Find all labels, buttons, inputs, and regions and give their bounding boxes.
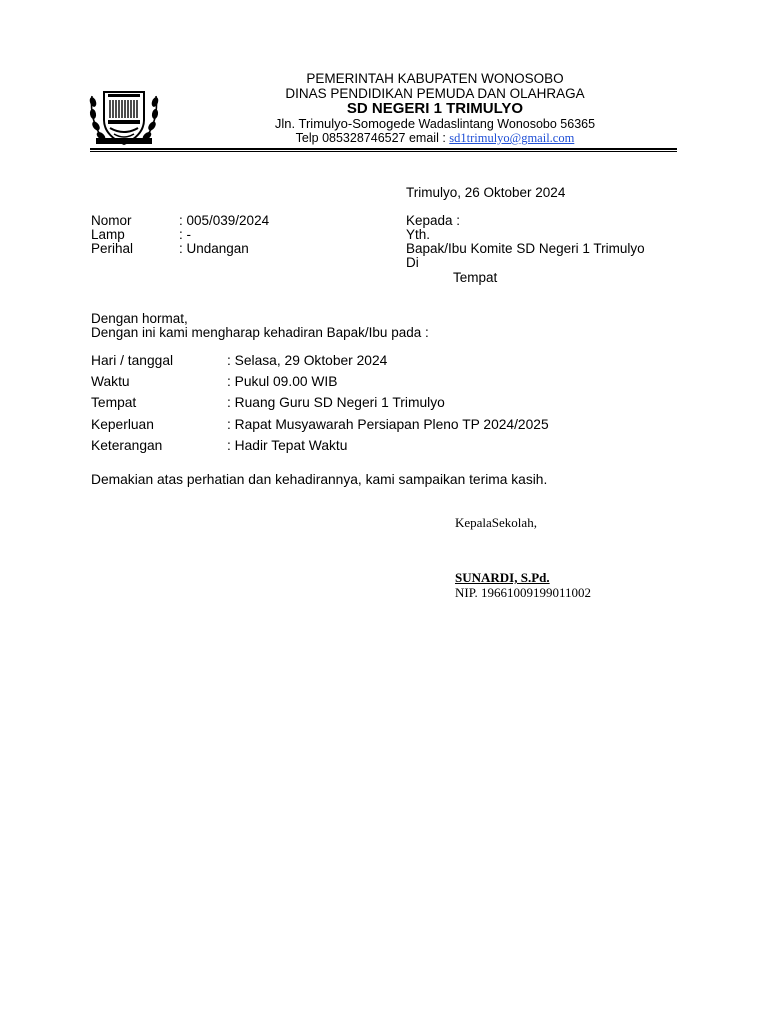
detail-label-tempat: Tempat [91,395,137,410]
detail-value-keperluan: : Rapat Musyawarah Persiapan Pleno TP 2024/2025 [227,417,549,432]
greeting: Dengan hormat, [91,311,188,326]
meta-value-nomor: : 005/039/2024 [179,213,270,228]
letter-date: Trimulyo, 26 Oktober 2024 [406,185,566,200]
header-contact [200,132,670,145]
detail-label-waktu: Waktu [91,374,130,389]
header-email-link[interactable]: sd1trimulyo@gmail.com [449,131,575,145]
header-department: DINAS PENDIDIKAN PEMUDA DAN OLAHRAGA [285,86,585,101]
recipient-kepada: Kepada : [406,213,461,228]
meta-label-perihal: Perihal [91,241,134,256]
recipient-di: Di [406,255,419,270]
recipient-yth: Yth. [406,227,431,242]
header-government: PEMERINTAH KABUPATEN WONOSOBO [306,71,564,86]
detail-value-tempat: : Ruang Guru SD Negeri 1 Trimulyo [227,395,445,410]
detail-label-hari: Hari / tanggal [91,353,174,368]
recipient-tempat: Tempat [453,270,498,285]
header-address-city: Wadaslintang Wonosobo 56365 [415,117,596,131]
header-address [200,117,670,131]
header-address-street: Jln. Trimulyo-Somogede [274,116,416,131]
signature-name: SUNARDI, S.Pd. [455,570,550,585]
detail-label-keperluan: Keperluan [91,417,154,432]
closing-text: Demakian atas perhatian dan kehadirannya, kami sampaikan terima kasih. [91,472,548,487]
signature-title: KepalaSekolah, [455,515,537,530]
meta-value-lamp: : - [179,227,191,242]
intro-text: Dengan ini kami mengharap kehadiran Bapak/Ibu pada : [91,325,429,340]
header-phone: Telp 085328746527 email : [295,131,450,145]
letterhead-rule-thin [90,151,677,152]
meta-label-lamp: Lamp [91,227,125,242]
recipient-name: Bapak/Ibu Komite SD Negeri 1 Trimulyo [406,241,645,256]
signature-nip: NIP. 19661009199011002 [455,585,592,600]
header-school-name: SD NEGERI 1 TRIMULYO [346,100,524,117]
regency-crest-icon [88,84,160,148]
detail-value-hari: : Selasa, 29 Oktober 2024 [227,353,388,368]
detail-value-waktu: : Pukul 09.00 WIB [227,374,338,389]
detail-value-keterangan: : Hadir Tepat Waktu [227,438,348,453]
detail-label-keterangan: Keterangan [91,438,163,453]
meta-value-perihal: : Undangan [179,241,249,256]
meta-label-nomor: Nomor [91,213,132,228]
letterhead-rule-thick [90,148,677,150]
